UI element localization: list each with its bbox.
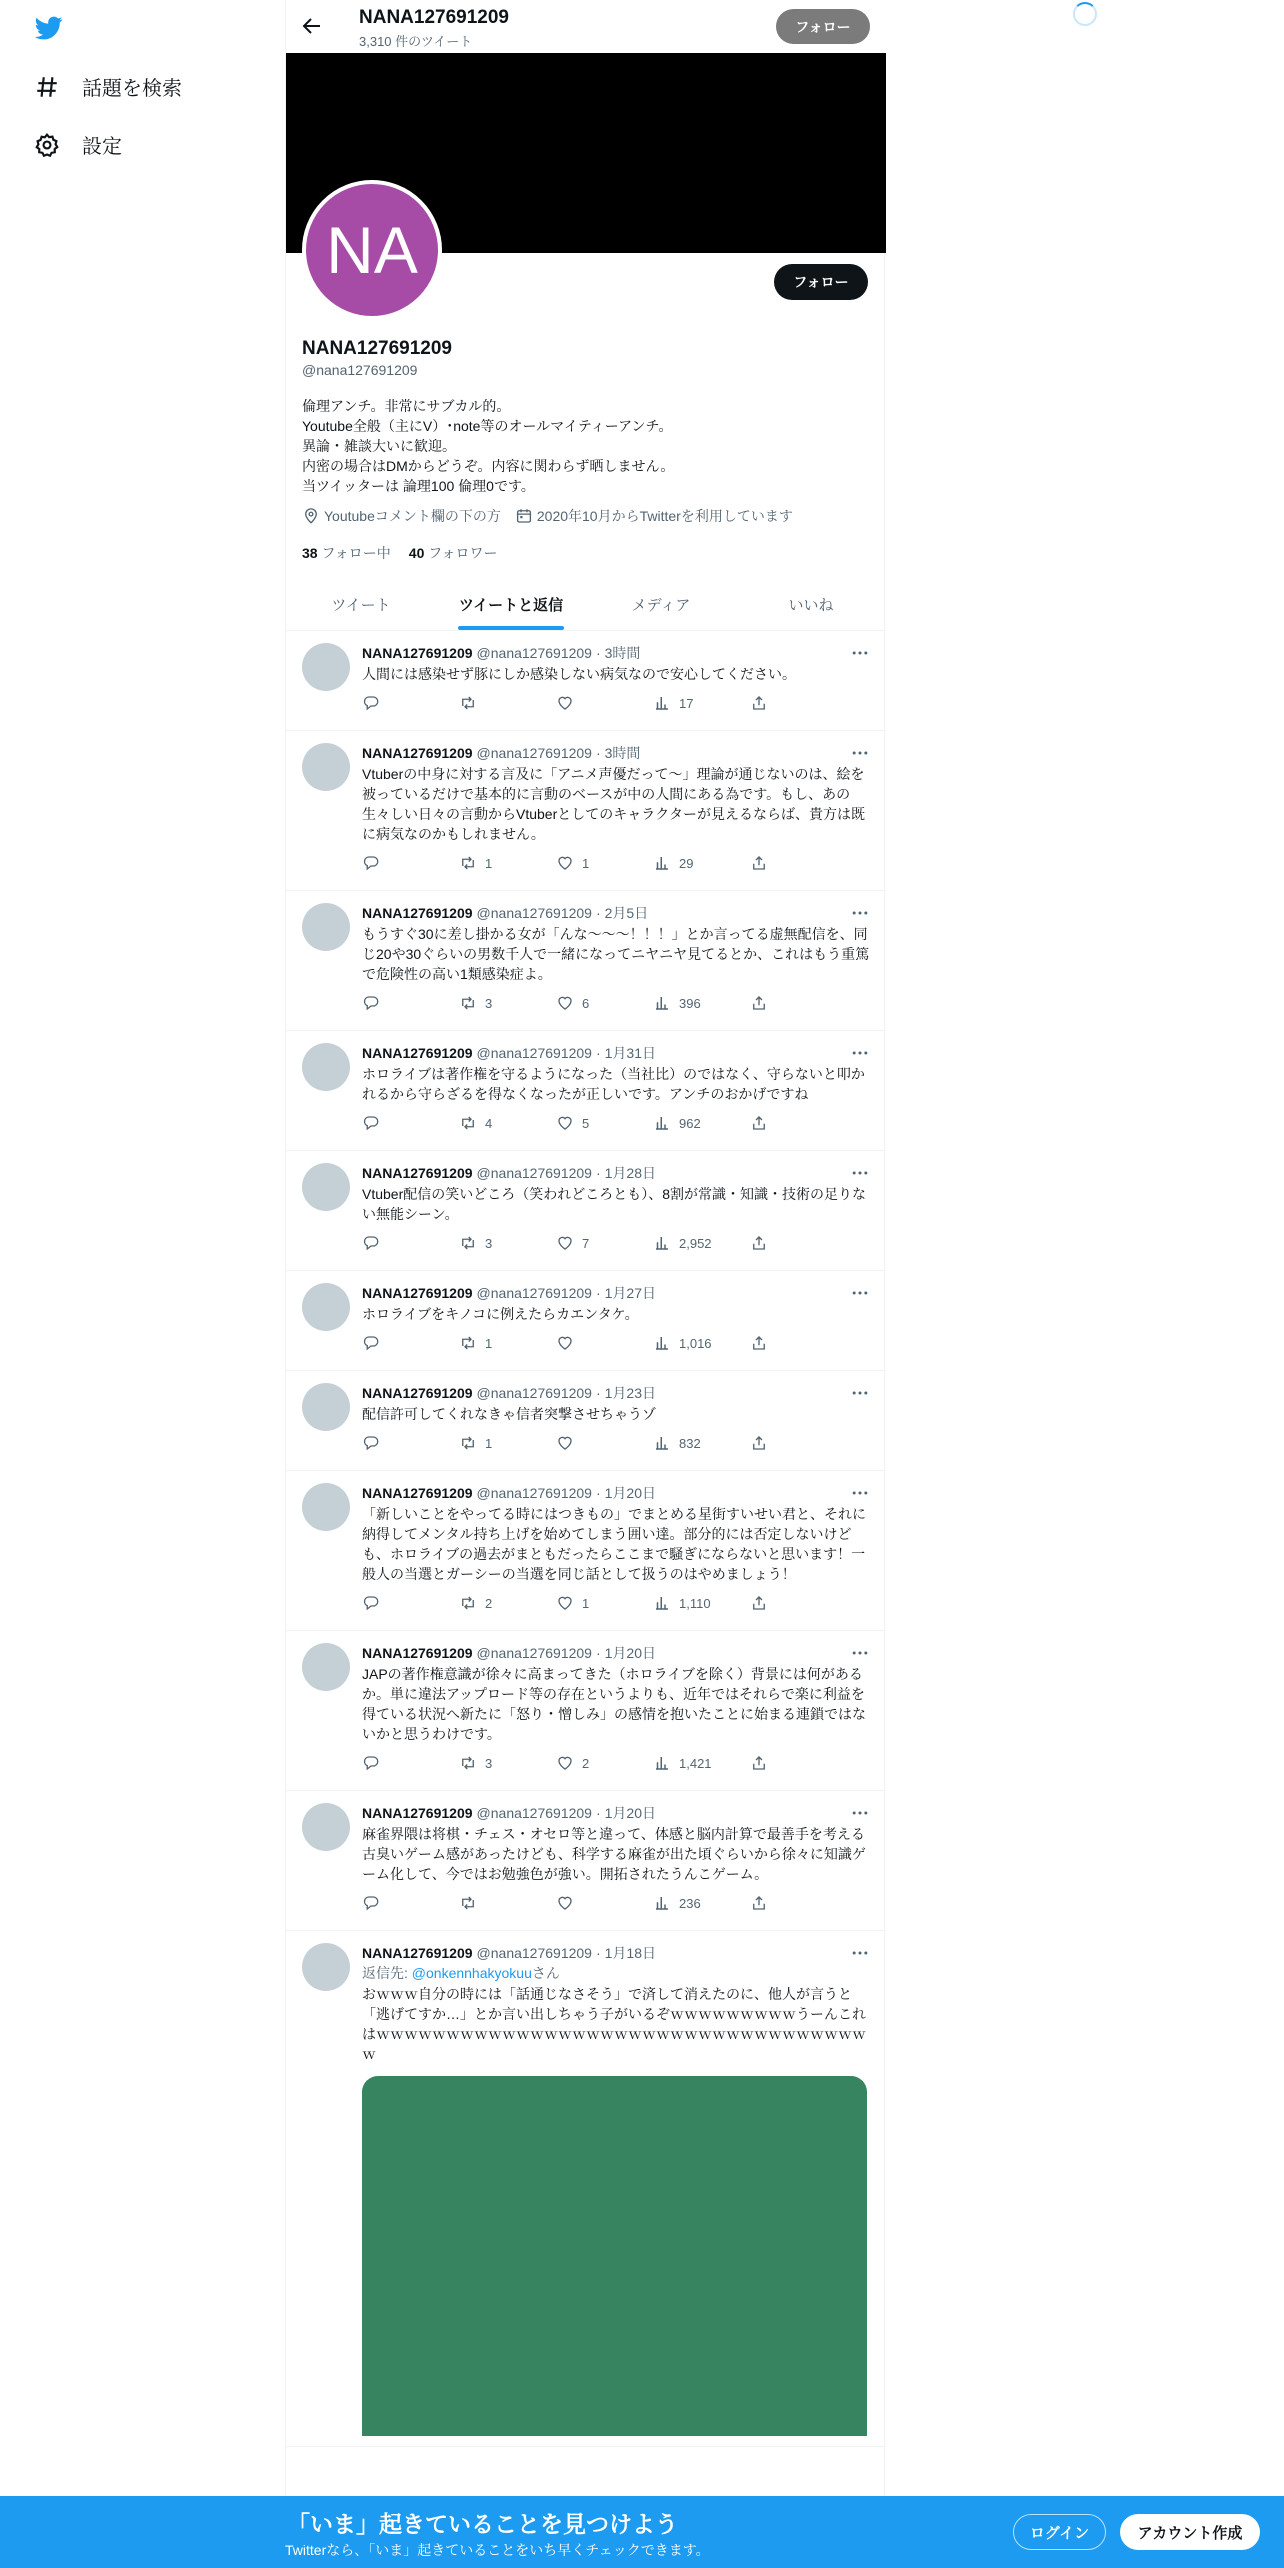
main-column	[285, 0, 885, 2568]
nav-settings-label: 設定	[82, 136, 122, 158]
retweet-icon	[459, 1114, 477, 1132]
tweet-text: 人間には感染せず豚にしか感染しない病気なので安心してください。	[362, 666, 796, 682]
like-button[interactable]	[556, 1234, 653, 1252]
share-button[interactable]	[750, 1594, 847, 1612]
tweet-text: 「新しいことをやってる時にはつきもの」でまとめる星街すいせい君と、それに納得してメンタル持ち上げを始めてしまう囲い達。部分的には否定しないけども、ホロライブの過去がまともだったらここまで騒ぎにならないと思います！一般人の当選とガーシーの当選を同じ話として扱うのはやめましょう！	[362, 1506, 866, 1582]
views-button[interactable]	[653, 1894, 750, 1912]
tweet-avatar[interactable]	[302, 1943, 350, 1991]
twitter-bird-icon[interactable]	[32, 14, 66, 42]
share-icon	[750, 854, 768, 872]
tweet-dot: ·	[595, 1945, 601, 1961]
tweet-media[interactable]	[362, 2076, 867, 2436]
like-button[interactable]	[556, 1334, 653, 1352]
heart-icon	[556, 1114, 574, 1132]
reply-button[interactable]	[362, 1894, 459, 1912]
signup-prompt-bar	[0, 2496, 1284, 2568]
tweet-text: もうすぐ30に差し掛かる女が「んな～～～！！！」とか言ってる虚無配信を、同じ20や30ぐらいの男数千人で一緒になってニヤニヤ見てるとか、これはもう重篤で危険性の高い1類感染症よ。	[362, 926, 870, 982]
tweet-item[interactable]	[286, 1931, 886, 2447]
view-count: 236	[679, 1895, 701, 1911]
tweet-item[interactable]	[286, 1151, 886, 1271]
profile-tabs	[286, 578, 886, 631]
tweet-author-name[interactable]: NANA127691209	[362, 1165, 473, 1181]
tweet-text: Vtuber配信の笑いどころ（笑われどころとも）、8割が常識・知識・技術の足りない無能シーン。	[362, 1186, 867, 1222]
back-arrow-icon[interactable]	[300, 14, 324, 38]
share-button[interactable]	[750, 694, 847, 712]
like-count: 5	[582, 1115, 590, 1131]
tweet-author-handle[interactable]: @nana127691209	[476, 745, 592, 761]
view-count: 1,016	[679, 1335, 712, 1351]
retweet-icon	[459, 994, 477, 1012]
tweet-dot: ·	[595, 1165, 601, 1181]
share-icon	[750, 1894, 768, 1912]
tweet-author-handle[interactable]: @nana127691209	[476, 1165, 592, 1181]
share-button[interactable]	[750, 1114, 847, 1132]
tab-tweets[interactable]: ツイート	[331, 596, 391, 614]
views-button[interactable]	[653, 1754, 750, 1772]
header-tweet-count: 3,310 件のツイート	[359, 34, 473, 49]
tweet-header	[362, 1803, 870, 1823]
reply-button[interactable]	[362, 1114, 459, 1132]
tweet-author-name[interactable]: NANA127691209	[362, 1485, 473, 1501]
retweet-icon	[459, 1894, 477, 1912]
prompt-title: 「いま」起きていることを見つけよう	[287, 2511, 678, 2537]
follow-button[interactable]: フォロー	[774, 264, 868, 300]
retweet-button[interactable]	[459, 1334, 556, 1352]
tweet-actions	[362, 1226, 870, 1260]
views-chart-icon	[653, 1434, 671, 1452]
retweet-button[interactable]	[459, 854, 556, 872]
views-button[interactable]	[653, 694, 750, 712]
tweet-author-handle[interactable]: @nana127691209	[476, 645, 592, 661]
like-count: 1	[582, 1595, 590, 1611]
share-icon	[750, 1754, 768, 1772]
reply-button[interactable]	[362, 994, 459, 1012]
nav-explore[interactable]	[34, 72, 182, 101]
tweet-actions	[362, 986, 870, 1020]
tweet-author-name[interactable]: NANA127691209	[362, 1805, 473, 1821]
views-button[interactable]	[653, 1594, 750, 1612]
header-follow-button[interactable]: フォロー	[776, 9, 870, 44]
share-button[interactable]	[750, 1754, 847, 1772]
tweet-reply-context: 返信先: @onkennhakyokuuさん	[362, 1965, 560, 1981]
tweet-dot: ·	[595, 645, 601, 661]
profile-handle: @nana127691209	[302, 362, 418, 378]
tweet-avatar[interactable]	[302, 1643, 350, 1691]
share-button[interactable]	[750, 1234, 847, 1252]
like-button[interactable]	[556, 1594, 653, 1612]
retweet-button[interactable]	[459, 1114, 556, 1132]
share-icon	[750, 694, 768, 712]
tweet-author-handle[interactable]: @nana127691209	[476, 1945, 592, 1961]
share-icon	[750, 1434, 768, 1452]
tweet-time[interactable]: 1月20日	[604, 1805, 656, 1821]
tweet-time[interactable]: 1月28日	[604, 1165, 656, 1181]
tab-media[interactable]: メディア	[631, 596, 691, 614]
tweet-text: 配信許可してくれなきゃ信者突撃させちゃうゾ	[362, 1406, 656, 1422]
like-count: 6	[582, 995, 590, 1011]
tweet-author-handle[interactable]: @nana127691209	[476, 905, 592, 921]
tweet-dot: ·	[595, 905, 601, 921]
view-count: 2,952	[679, 1235, 712, 1251]
tweet-item[interactable]	[286, 1471, 886, 1631]
views-chart-icon	[653, 1754, 671, 1772]
retweet-button[interactable]	[459, 994, 556, 1012]
tweet-time[interactable]: 1月31日	[604, 1045, 656, 1061]
view-count: 29	[679, 855, 694, 871]
tweet-time[interactable]: 1月20日	[604, 1645, 656, 1661]
like-count: 1	[582, 855, 590, 871]
views-button[interactable]	[653, 1234, 750, 1252]
tweet-time[interactable]: 1月20日	[604, 1485, 656, 1501]
like-count: 2	[582, 1755, 590, 1771]
views-button[interactable]	[653, 854, 750, 872]
tweet-author-handle[interactable]: @nana127691209	[476, 1485, 592, 1501]
retweet-button[interactable]	[459, 694, 556, 712]
more-options-icon[interactable]	[850, 1803, 870, 1823]
calendar-icon	[515, 507, 533, 525]
tweet-author-name[interactable]: NANA127691209	[362, 1385, 473, 1401]
more-options-icon[interactable]	[850, 1043, 870, 1063]
tweet-item[interactable]	[286, 1631, 886, 1791]
retweet-count: 4	[485, 1115, 493, 1131]
views-chart-icon	[653, 1234, 671, 1252]
following-link[interactable]: 38 フォロー中	[302, 545, 391, 561]
more-options-icon[interactable]	[850, 643, 870, 663]
retweet-icon	[459, 1334, 477, 1352]
like-button[interactable]	[556, 994, 653, 1012]
retweet-button[interactable]	[459, 1234, 556, 1252]
profile-meta	[302, 506, 793, 526]
reply-icon	[362, 694, 380, 712]
tweet-text: ホロライブは著作権を守るようになった（当社比）のではなく、守らないと叩かれるから守らざるを得なくなったが正しいです。アンチのおかげですね	[362, 1066, 865, 1102]
reply-button[interactable]	[362, 1234, 459, 1252]
reply-button[interactable]	[362, 1434, 459, 1452]
tweet-header	[362, 743, 870, 763]
tweet-dot: ·	[595, 745, 601, 761]
reply-icon	[362, 854, 380, 872]
heart-icon	[556, 994, 574, 1012]
tweet-author-name[interactable]: NANA127691209	[362, 1945, 473, 1961]
tweet-author-name[interactable]: NANA127691209	[362, 1285, 473, 1301]
share-button[interactable]	[750, 1434, 847, 1452]
tweet-text: おｗｗｗ自分の時には「話通じなさそう」で済して消えたのに、他人が言うと「逃げてすか…」とか言い出しちゃう子がいるぞｗｗｗｗｗｗｗｗｗうーんこれはｗｗｗｗｗｗｗｗｗｗｗｗｗｗｗｗｗｗｗｗｗｗｗｗｗｗｗｗｗｗｗｗｗｗｗｗ	[362, 1986, 866, 2062]
share-button[interactable]	[750, 1334, 847, 1352]
views-chart-icon	[653, 1894, 671, 1912]
tweet-avatar[interactable]	[302, 1803, 350, 1851]
reply-icon	[362, 1894, 380, 1912]
share-button[interactable]	[750, 854, 847, 872]
heart-icon	[556, 694, 574, 712]
views-chart-icon	[653, 1334, 671, 1352]
tweet-avatar[interactable]	[302, 1283, 350, 1331]
location-pin-icon	[302, 507, 320, 525]
view-count: 17	[679, 695, 694, 711]
tweet-time[interactable]: 1月27日	[604, 1285, 656, 1301]
retweet-icon	[459, 1234, 477, 1252]
tweet-text: ホロライブをキノコに例えたらカエンタケ。	[362, 1306, 639, 1322]
hashtag-icon	[34, 74, 60, 100]
reply-button[interactable]	[362, 694, 459, 712]
view-count: 396	[679, 995, 701, 1011]
share-icon	[750, 994, 768, 1012]
tweet-author-handle[interactable]: @nana127691209	[476, 1805, 592, 1821]
followers-link[interactable]: 40 フォロワー	[408, 545, 498, 561]
reply-icon	[362, 1754, 380, 1772]
tweet-header	[362, 1943, 870, 1963]
profile-joined-text: 2020年10月からTwitterを利用しています	[536, 508, 793, 524]
tweet-actions	[362, 1886, 870, 1920]
tweet-dot: ·	[595, 1285, 601, 1301]
bio-line: 倫理アンチ。非常にサブカル的。	[302, 398, 511, 414]
retweet-button[interactable]	[459, 1594, 556, 1612]
share-icon	[750, 1234, 768, 1252]
retweet-count: 3	[485, 1755, 493, 1771]
more-options-icon[interactable]	[850, 1943, 870, 1963]
tweet-avatar[interactable]	[302, 903, 350, 951]
tweet-author-handle[interactable]: @nana127691209	[476, 1285, 592, 1301]
more-options-icon[interactable]	[850, 1163, 870, 1183]
tweet-item[interactable]	[286, 1271, 886, 1371]
profile-location-text: Youtubeコメント欄の下の方	[324, 508, 501, 524]
more-options-icon[interactable]	[850, 1383, 870, 1403]
reply-icon	[362, 1234, 380, 1252]
views-chart-icon	[653, 1114, 671, 1132]
retweet-button[interactable]	[459, 1754, 556, 1772]
retweet-icon	[459, 1754, 477, 1772]
nav-explore-label: 話題を検索	[82, 78, 182, 100]
views-button[interactable]	[653, 1334, 750, 1352]
tweet-author-handle[interactable]: @nana127691209	[476, 1385, 592, 1401]
more-options-icon[interactable]	[850, 1483, 870, 1503]
tweet-avatar[interactable]	[302, 1483, 350, 1531]
tweet-actions	[362, 1106, 870, 1140]
tweet-actions	[362, 846, 870, 880]
tweet-time[interactable]: 3時間	[604, 645, 641, 661]
tweet-item[interactable]	[286, 891, 886, 1031]
tweet-time[interactable]: 1月18日	[604, 1945, 656, 1961]
retweet-icon	[459, 1594, 477, 1612]
share-button[interactable]	[750, 994, 847, 1012]
tweet-header	[362, 1163, 870, 1183]
tweet-item[interactable]	[286, 1371, 886, 1471]
tweet-text: Vtuberの中身に対する言及に「アニメ声優だって～」理論が通じないのは、絵を被っているだけで基本的に言動のベースが中の人間にある為です。もし、あの生々しい日々の言動からVtuberとしてのキャラクターが見えるならば、貴方は既に病気なのかもしれません。	[362, 766, 865, 842]
prompt-subtitle: Twitterなら、「いま」起きていることをいち早くチェックできます。	[285, 2542, 710, 2558]
share-icon	[750, 1114, 768, 1132]
retweet-icon	[459, 854, 477, 872]
reply-to-link[interactable]: @onkennhakyokuu	[411, 1965, 532, 1981]
reply-button[interactable]	[362, 1334, 459, 1352]
views-chart-icon	[653, 1594, 671, 1612]
nav-settings[interactable]	[34, 130, 122, 159]
login-button[interactable]: ログイン	[1013, 2514, 1106, 2550]
profile-joined	[515, 506, 793, 526]
views-button[interactable]	[653, 1114, 750, 1132]
tweet-header	[362, 1283, 870, 1303]
tweet-author-handle[interactable]: @nana127691209	[476, 1645, 592, 1661]
views-chart-icon	[653, 994, 671, 1012]
tweet-author-name[interactable]: NANA127691209	[362, 905, 473, 921]
tab-tweets-and-replies[interactable]: ツイートと返信	[436, 578, 586, 630]
signup-button[interactable]: アカウント作成	[1120, 2514, 1260, 2550]
tweet-dot: ·	[595, 1645, 601, 1661]
more-options-icon[interactable]	[850, 1283, 870, 1303]
profile-location	[302, 506, 501, 526]
reply-button[interactable]	[362, 854, 459, 872]
like-button[interactable]	[556, 694, 653, 712]
view-count: 1,110	[679, 1595, 711, 1611]
tweet-dot: ·	[595, 1385, 601, 1401]
profile-header-bar	[286, 0, 886, 53]
tweet-header	[362, 1043, 870, 1063]
retweet-count: 3	[485, 995, 493, 1011]
tweet-author-handle[interactable]: @nana127691209	[476, 1045, 592, 1061]
more-options-icon[interactable]	[850, 1643, 870, 1663]
loading-spinner-icon	[1073, 2, 1097, 26]
tweet-author-name[interactable]: NANA127691209	[362, 645, 473, 661]
views-button[interactable]	[653, 1434, 750, 1452]
tweet-actions	[362, 1586, 870, 1620]
gear-icon	[34, 132, 60, 158]
heart-icon	[556, 1434, 574, 1452]
tweet-header	[362, 1643, 870, 1663]
heart-icon	[556, 854, 574, 872]
tweet-text: JAPの著作権意識が徐々に高まってきた（ホロライブを除く）背景には何があるか。単に違法アップロード等の存在というよりも、近年ではそれらで楽に利益を得ている状況へ新たに「怒り・憎しみ」の感情を抱いたことに始まる連鎖ではないかと思うわけです。	[362, 1666, 866, 1742]
tweet-header	[362, 903, 870, 923]
retweet-icon	[459, 1434, 477, 1452]
reply-button[interactable]	[362, 1594, 459, 1612]
share-icon	[750, 1334, 768, 1352]
retweet-icon	[459, 694, 477, 712]
heart-icon	[556, 1894, 574, 1912]
reply-icon	[362, 1114, 380, 1132]
like-button[interactable]	[556, 1754, 653, 1772]
profile-avatar[interactable]: NA	[302, 180, 442, 320]
reply-icon	[362, 1594, 380, 1612]
like-button[interactable]	[556, 1114, 653, 1132]
like-count: 7	[582, 1235, 590, 1251]
tweet-header	[362, 643, 870, 663]
tweet-dot: ·	[595, 1805, 601, 1821]
tweet-item[interactable]	[286, 731, 886, 891]
tweet-avatar[interactable]	[302, 643, 350, 691]
like-button[interactable]	[556, 1434, 653, 1452]
tweet-time[interactable]: 1月23日	[604, 1385, 656, 1401]
tweet-author-name[interactable]: NANA127691209	[362, 1045, 473, 1061]
tweet-avatar[interactable]	[302, 1383, 350, 1431]
tweet-avatar[interactable]	[302, 743, 350, 791]
reply-button[interactable]	[362, 1754, 459, 1772]
tweet-header	[362, 1383, 870, 1403]
bio-line: 異論・雑談大いに歓迎。	[302, 438, 456, 454]
tweet-avatar[interactable]	[302, 1163, 350, 1211]
heart-icon	[556, 1754, 574, 1772]
tweet-dot: ·	[595, 1045, 601, 1061]
bio-line: 内密の場合はDMからどうぞ。内容に関わらず晒しません。	[302, 458, 675, 474]
retweet-count: 1	[485, 1435, 493, 1451]
tweet-dot: ·	[595, 1485, 601, 1501]
retweet-count: 2	[485, 1595, 493, 1611]
profile-counts	[302, 543, 498, 563]
tab-likes[interactable]: いいね	[788, 596, 834, 614]
view-count: 832	[679, 1435, 701, 1451]
share-icon	[750, 1594, 768, 1612]
tweet-feed	[286, 631, 886, 2447]
heart-icon	[556, 1334, 574, 1352]
profile-bio	[302, 396, 862, 496]
header-title: NANA127691209	[359, 7, 509, 28]
tweet-author-name[interactable]: NANA127691209	[362, 745, 473, 761]
tweet-actions	[362, 1746, 870, 1780]
tweet-actions	[362, 686, 870, 720]
reply-icon	[362, 994, 380, 1012]
profile-name: NANA127691209	[302, 338, 452, 359]
heart-icon	[556, 1234, 574, 1252]
like-button[interactable]	[556, 1894, 653, 1912]
like-button[interactable]	[556, 854, 653, 872]
retweet-count: 1	[485, 855, 493, 871]
tweet-author-name[interactable]: NANA127691209	[362, 1645, 473, 1661]
reply-icon	[362, 1334, 380, 1352]
retweet-button[interactable]	[459, 1434, 556, 1452]
views-button[interactable]	[653, 994, 750, 1012]
share-button[interactable]	[750, 1894, 847, 1912]
tweet-text: 麻雀界隈は将棋・チェス・オセロ等と違って、体感と脳内計算で最善手を考える古臭いゲーム感があったけども、科学する麻雀が出た頃ぐらいから徐々に知識ゲーム化して、今ではお勉強色が強い。開拓されたうんこゲーム。	[362, 1826, 866, 1882]
retweet-count: 3	[485, 1235, 493, 1251]
views-chart-icon	[653, 854, 671, 872]
retweet-button[interactable]	[459, 1894, 556, 1912]
reply-icon	[362, 1434, 380, 1452]
tweet-actions	[362, 1426, 870, 1460]
tweet-item[interactable]	[286, 1791, 886, 1931]
tweet-item[interactable]	[286, 1031, 886, 1151]
view-count: 962	[679, 1115, 701, 1131]
bio-line: Youtube全般（主にV）･note等のオールマイティーアンチ。	[302, 418, 673, 434]
tweet-time[interactable]: 3時間	[604, 745, 641, 761]
tweet-time[interactable]: 2月5日	[604, 905, 649, 921]
bio-line: 当ツイッターは 論理100 倫理0です。	[302, 478, 535, 494]
views-chart-icon	[653, 694, 671, 712]
heart-icon	[556, 1594, 574, 1612]
tweet-actions	[362, 1326, 870, 1360]
more-options-icon[interactable]	[850, 743, 870, 763]
tweet-avatar[interactable]	[302, 1043, 350, 1091]
tweet-header	[362, 1483, 870, 1503]
view-count: 1,421	[679, 1755, 712, 1771]
retweet-count: 1	[485, 1335, 493, 1351]
tweet-item[interactable]	[286, 631, 886, 731]
more-options-icon[interactable]	[850, 903, 870, 923]
